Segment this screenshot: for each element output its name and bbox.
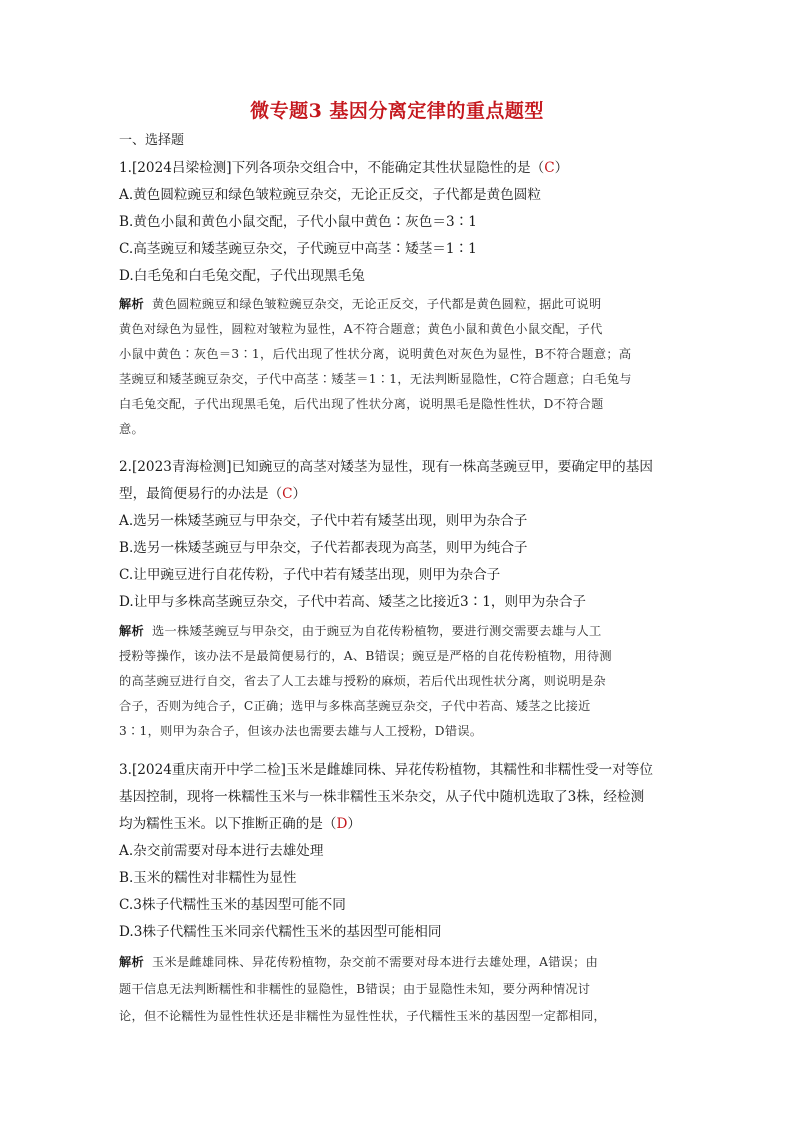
question-source: [2023青海检测] — [131, 459, 232, 475]
question-number: 3. — [119, 762, 132, 778]
section-heading: 一、选择题 — [119, 133, 185, 148]
explanation-label: 解析 — [119, 955, 144, 969]
option-c: C.高茎豌豆和矮茎豌豆杂交，子代豌豆中高茎∶矮茎＝1∶1 — [119, 241, 477, 257]
option-b: B.玉米的糯性对非糯性为显性 — [119, 870, 297, 886]
option-d: D.白毛兔和白毛兔交配，子代出现黑毛兔 — [119, 268, 365, 284]
explanation-label: 解析 — [119, 297, 144, 311]
question-3-stem-cont — [119, 815, 684, 833]
question-2-stem-cont — [119, 485, 684, 503]
explanation-line: 小鼠中黄色∶灰色＝3∶1，后代出现了性状分离，说明黄色对灰色为显性，B不符合题意；高 — [119, 347, 632, 361]
question-text: 下列各项杂交组合中，不能确定其性状显隐性的是（ — [231, 160, 545, 176]
explanation-line: 解析 黄色圆粒豌豆和绿色皱粒豌豆杂交，无论正反交，子代都是黄色圆粒，据此可说明 — [119, 297, 602, 311]
explanation-line: 论，但不论糯性为显性性状还是非糯性为显性性状，子代糯性玉米的基因型一定都相同， — [119, 1009, 607, 1023]
page-title: 微专题3 基因分离定律的重点题型 — [250, 100, 544, 122]
question-2-stem — [119, 458, 684, 476]
answer-letter: C — [544, 160, 555, 176]
question-number: 2. — [119, 459, 132, 475]
option-d: D.3株子代糯性玉米同亲代糯性玉米的基因型可能相同 — [119, 924, 442, 940]
explanation-line: 黄色对绿色为显性，圆粒对皱粒为显性，A不符合题意；黄色小鼠和黄色小鼠交配，子代 — [119, 322, 603, 336]
option-a: A.杂交前需要对母本进行去雄处理 — [119, 843, 324, 859]
explanation-line: 合子，否则为纯合子，C正确；选甲与多株高茎豌豆杂交，子代中若高、矮茎之比接近 — [119, 699, 591, 713]
option-c: C.3株子代糯性玉米的基因型可能不同 — [119, 897, 346, 913]
option-b: B.黄色小鼠和黄色小鼠交配，子代小鼠中黄色∶灰色＝3∶1 — [119, 214, 477, 230]
question-source: [2024重庆南开中学二检] — [131, 762, 286, 778]
question-number: 1. — [119, 160, 132, 176]
question-text: ） — [292, 486, 307, 502]
answer-letter: D — [336, 816, 348, 832]
explanation-line: 解析 选一株矮茎豌豆与甲杂交，由于豌豆为自花传粉植物，要进行测交需要去雄与人工 — [119, 624, 602, 638]
answer-letter: C — [282, 486, 293, 502]
question-3-stem — [119, 761, 684, 779]
question-source: [2024吕梁检测] — [131, 160, 232, 176]
option-a: A.选另一株矮茎豌豆与甲杂交，子代中若有矮茎出现，则甲为杂合子 — [119, 513, 528, 529]
question-text: 玉米是雌雄同株、异花传粉植物，其糯性和非糯性受一对等位 — [285, 762, 653, 778]
explanation-line: 题干信息无法判断糯性和非糯性的显隐性，B错误；由于显隐性未知，要分两种情况讨 — [119, 982, 591, 996]
question-text: 型，最简便易行的办法是（ — [119, 486, 283, 502]
question-text: ） — [347, 816, 361, 832]
explanation-line: 白毛兔交配，子代出现黑毛兔，后代出现了性状分离，说明黑毛是隐性性状，D不符合题 — [119, 397, 604, 411]
question-text: ） — [554, 160, 569, 176]
option-a: A.黄色圆粒豌豆和绿色皱粒豌豆杂交，无论正反交，子代都是黄色圆粒 — [119, 187, 541, 203]
explanation-label: 解析 — [119, 624, 144, 638]
explanation-line: 解析 玉米是雌雄同株、异花传粉植物，杂交前不需要对母本进行去雄处理，A错误；由 — [119, 955, 599, 969]
question-1-stem — [119, 159, 684, 177]
explanation-line: 意。 — [119, 422, 144, 436]
explanation-line: 3∶1，则甲为杂合子，但该办法也需要去雄与人工授粉，D错误。 — [119, 724, 483, 738]
option-d: D.让甲与多株高茎豌豆杂交，子代中若高、矮茎之比接近3∶1，则甲为杂合子 — [119, 594, 587, 610]
explanation-line: 茎豌豆和矮茎豌豆杂交，子代中高茎∶矮茎＝1∶1，无法判断显隐性，C符合题意；白毛兔与 — [119, 372, 632, 386]
explanation-line: 的高茎豌豆进行自交，省去了人工去雄与授粉的麻烦，若后代出现性状分离，则说明是杂 — [119, 674, 607, 688]
option-b: B.选另一株矮茎豌豆与甲杂交，子代若都表现为高茎，则甲为纯合子 — [119, 540, 528, 556]
option-c: C.让甲豌豆进行自花传粉，子代中若有矮茎出现，则甲为杂合子 — [119, 567, 501, 583]
question-text: 已知豌豆的高茎对矮茎为显性，现有一株高茎豌豆甲，要确定甲的基因 — [231, 459, 653, 475]
question-3-stem-cont: 基因控制，现将一株糯性玉米与一株非糯性玉米杂交，从子代中随机选取了3株，经检测 — [119, 789, 645, 805]
explanation-line: 授粉等操作，该办法不是最简便易行的，A、B错误；豌豆是严格的自花传粉植物，用待测 — [119, 649, 612, 663]
question-text: 均为糯性玉米。以下推断正确的是（ — [119, 816, 337, 832]
